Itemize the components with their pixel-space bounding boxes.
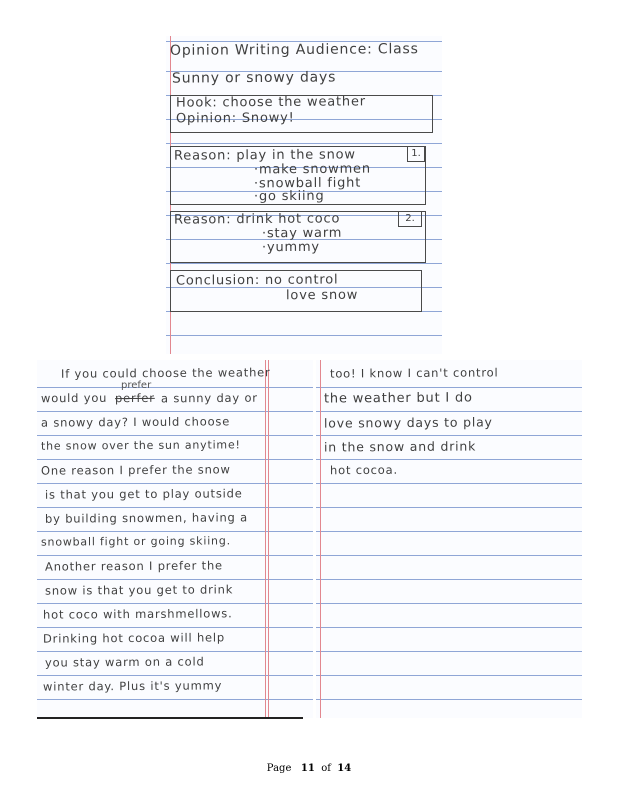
essay-line: hot coco with marshmellows. (42, 606, 233, 622)
essay-line: too! I know I can't control (329, 365, 499, 381)
essay-line: Another reason I prefer the (44, 558, 223, 574)
reason2-bullet: ·stay warm (261, 225, 343, 242)
reason1-bullet: ·snowball fight (253, 175, 362, 192)
essay-line: in the snow and drink (323, 438, 477, 455)
plan-header: Opinion Writing Audience: Class (169, 41, 419, 59)
planning-sheet (166, 36, 442, 354)
essay-line: If you could choose the weather (60, 365, 271, 381)
essay-line: hot cocoa. (329, 462, 398, 478)
reason1-bullet: ·go skiing (253, 188, 325, 205)
essay-line: is that you get to play outside (44, 486, 243, 502)
essay-line: you stay warm on a cold (44, 654, 205, 670)
crossed-out-word: perfer (114, 390, 155, 406)
margin-line (320, 360, 321, 718)
margin-line (268, 360, 269, 718)
plan-topic: Sunny or snowy days (171, 69, 337, 87)
page-label: Page (266, 763, 292, 774)
reason1-heading: Reason: play in the snow (173, 147, 356, 164)
essay-line: a sunny day or (160, 390, 258, 406)
essay-line: love snowy days to play (323, 414, 493, 431)
page-bottom-rule (37, 717, 303, 719)
essay-line: the weather but I do (323, 390, 473, 407)
conclusion-line: Conclusion: no control (175, 272, 339, 289)
margin-line (265, 360, 266, 718)
essay-line: the snow over the sun anytime! (40, 438, 241, 453)
essay-line: snow is that you get to drink (44, 582, 234, 598)
essay-left-page (37, 360, 313, 718)
reason1-number-badge: 1. (407, 146, 425, 162)
page-footer (0, 763, 618, 774)
essay-right-page (316, 360, 582, 718)
reason2-number-badge: 2. (398, 211, 422, 227)
reason2-heading: Reason: drink hot coco (173, 211, 341, 228)
essay-line: would you (40, 390, 108, 406)
essay-line: by building snowmen, having a (44, 510, 248, 526)
essay-line: snowball fight or going skiing. (40, 534, 231, 549)
reason1-bullet: ·make snowmen (253, 161, 371, 178)
essay-line: winter day. Plus it's yummy (42, 678, 223, 694)
hook-line: Hook: choose the weather (175, 94, 366, 111)
page-separator: of (321, 763, 331, 774)
essay-line: a snowy day? I would choose (40, 414, 231, 430)
essay-line: Drinking hot cocoa will help (42, 630, 226, 646)
opinion-line: Opinion: Snowy! (175, 110, 295, 127)
reason2-bullet: ·yummy (261, 239, 320, 256)
conclusion-line: love snow (285, 287, 359, 304)
insertion-word: prefer (121, 380, 152, 391)
total-pages: 14 (337, 763, 352, 774)
essay-line: One reason I prefer the snow (40, 462, 231, 478)
current-page-number: 11 (300, 763, 315, 774)
